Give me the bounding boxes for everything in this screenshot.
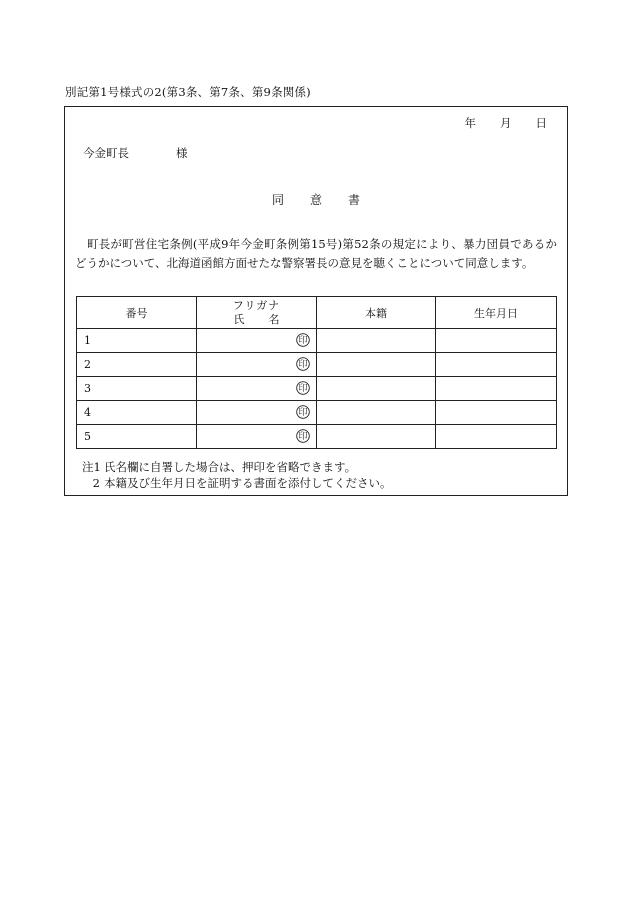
header-name-char: 氏 [233, 312, 245, 326]
name-field[interactable] [197, 377, 317, 401]
header-name [197, 297, 317, 329]
header-furigana: フリガナ [232, 298, 281, 312]
consent-form-frame [64, 106, 568, 496]
persons-table [76, 296, 557, 449]
header-name-label [197, 313, 316, 327]
seal-glyph: 印 [298, 384, 308, 395]
seal-stamp-icon [296, 429, 310, 443]
birthdate-field[interactable] [436, 401, 557, 425]
honseki-field[interactable] [317, 401, 436, 425]
name-field[interactable] [197, 353, 317, 377]
consent-statement: 町長が町営住宅条例(平成9年今金町条例第15号)第52条の規定により、暴力団員であるかどうかについて、北海道函館方面せたな警察署長の意見を聴くことについて同意します。 [75, 237, 557, 270]
date-month-label: 月 [500, 116, 512, 130]
date-line [465, 115, 548, 131]
notes [82, 459, 392, 491]
note-item [82, 459, 392, 475]
seal-stamp-icon [296, 381, 310, 395]
note-item [82, 475, 392, 491]
date-year-label: 年 [464, 116, 476, 130]
honseki-field[interactable] [317, 329, 436, 353]
birthdate-field[interactable] [436, 329, 557, 353]
table-row [77, 401, 557, 425]
note-mark: 2 [92, 476, 100, 490]
row-number: 4 [77, 401, 197, 425]
addressee-honorific: 様 [176, 146, 188, 160]
row-number: 3 [77, 377, 197, 401]
seal-stamp-icon [296, 333, 310, 347]
header-honseki [317, 297, 436, 329]
birthdate-field[interactable] [436, 425, 557, 449]
note-text: 本籍及び生年月日を証明する書面を添付してください。 [104, 476, 392, 490]
header-name-char: 名 [268, 312, 280, 326]
document-title [65, 191, 567, 208]
seal-stamp-icon [296, 357, 310, 371]
date-day-label: 日 [535, 116, 547, 130]
birthdate-field[interactable] [436, 353, 557, 377]
table-row [77, 329, 557, 353]
title-char: 同 [271, 193, 284, 207]
form-reference: 別記第1号様式の2(第3条、第7条、第9条関係) [65, 85, 311, 99]
name-field[interactable] [197, 329, 317, 353]
note-text: 氏名欄に自署した場合は、押印を省略できます。 [104, 460, 357, 474]
table-row [77, 353, 557, 377]
name-field[interactable] [197, 425, 317, 449]
table-row [77, 377, 557, 401]
table-header-row [77, 297, 557, 329]
title-char: 書 [348, 193, 361, 207]
header-honseki-char: 本 [365, 306, 376, 320]
header-honseki-char: 籍 [376, 306, 387, 320]
title-char: 意 [309, 193, 322, 207]
seal-glyph: 印 [298, 408, 308, 419]
note-mark: 注1 [82, 460, 101, 474]
seal-glyph: 印 [298, 336, 308, 347]
addressee-name: 今金町長 [83, 146, 129, 160]
seal-glyph: 印 [298, 360, 308, 371]
header-number: 番号 [77, 297, 197, 329]
row-number: 2 [77, 353, 197, 377]
header-birthdate: 生年月日 [436, 297, 557, 329]
honseki-field[interactable] [317, 377, 436, 401]
name-field[interactable] [197, 401, 317, 425]
addressee [83, 145, 188, 161]
birthdate-field[interactable] [436, 377, 557, 401]
honseki-field[interactable] [317, 425, 436, 449]
seal-glyph: 印 [298, 432, 308, 443]
row-number: 1 [77, 329, 197, 353]
honseki-field[interactable] [317, 353, 436, 377]
seal-stamp-icon [296, 405, 310, 419]
table-row [77, 425, 557, 449]
row-number: 5 [77, 425, 197, 449]
